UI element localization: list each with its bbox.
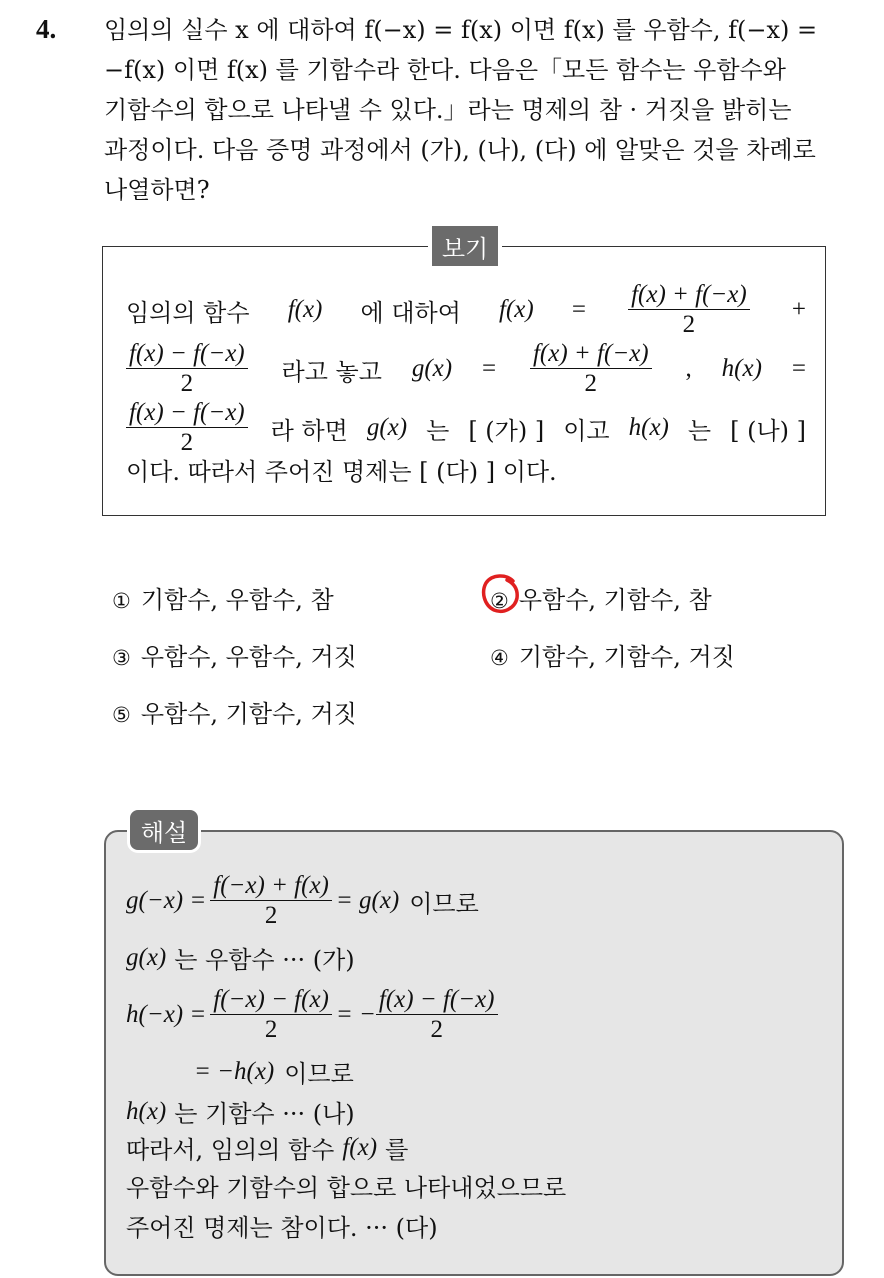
blank-ga: [ (가) ] <box>468 416 545 445</box>
choice-text: 기함수, 우함수, 참 <box>140 586 334 614</box>
math-expression: = g(x) <box>335 887 400 914</box>
choice-1[interactable] <box>112 580 334 615</box>
bogi-line-4 <box>126 452 806 487</box>
bogi-text: 임의의 함수 <box>126 298 250 327</box>
choice-number: ① <box>112 589 131 613</box>
fraction-denominator: 2 <box>430 1016 443 1043</box>
math-expression: h(−x) = <box>126 1001 207 1028</box>
choice-2[interactable] <box>490 580 712 615</box>
fraction <box>376 986 498 1044</box>
question-text <box>104 10 864 210</box>
explanation-text: 우함수와 기함수의 합으로 나타내었으므로 <box>126 1174 567 1202</box>
explanation-line-5 <box>126 1094 355 1129</box>
choice-5[interactable] <box>112 694 357 729</box>
bogi-line-1 <box>126 281 806 339</box>
bogi-text: 라고 놓고 <box>281 357 382 386</box>
comma: , <box>685 355 692 382</box>
math-expression: = − <box>335 1001 376 1028</box>
bogi-hx: h(x) <box>721 355 762 382</box>
fraction-numerator: f(x) + f(−x) <box>530 340 652 369</box>
bogi-hx: h(x) <box>628 414 669 441</box>
bogi-line-2 <box>126 340 806 398</box>
fraction-numerator: f(x) + f(−x) <box>628 281 750 310</box>
bogi-text: 라 하면 <box>270 416 348 445</box>
choice-number: ④ <box>490 646 509 670</box>
fraction-denominator: 2 <box>584 370 598 397</box>
blank-na: [ (나) ] <box>730 416 806 445</box>
bogi-text: 이다. 따라서 주어진 명제는 [ (다) ] 이다. <box>126 458 557 486</box>
bogi-gx: g(x) <box>411 355 453 382</box>
fraction <box>210 872 332 930</box>
question-line: 나열하면? <box>104 176 210 204</box>
choice-number: ③ <box>112 646 131 670</box>
bogi-label: 보기 <box>432 226 498 266</box>
fraction-numerator: f(x) − f(−x) <box>376 986 498 1015</box>
choice-text: 우함수, 기함수, 참 <box>518 586 712 614</box>
bogi-gx: g(x) <box>366 414 408 441</box>
fraction-denominator: 2 <box>682 311 696 338</box>
bogi-text: 는 <box>687 416 712 445</box>
choice-4[interactable] <box>490 637 735 672</box>
equals-sign: = <box>791 355 806 382</box>
question-line: 과정이다. 다음 증명 과정에서 (가), (나), (다) 에 알맞은 것을 차례로 <box>104 136 816 164</box>
equals-sign: = <box>481 355 497 382</box>
fraction <box>628 281 750 339</box>
explanation-line-8 <box>126 1208 438 1243</box>
explanation-label: 해설 <box>130 810 198 850</box>
explanation-text: 는 기함수 ··· (나) <box>174 1100 355 1128</box>
explanation-line-7 <box>126 1168 566 1203</box>
explanation-text: 이므로 <box>284 1060 354 1088</box>
math-expression: h(x) <box>126 1097 167 1125</box>
fraction-numerator: f(−x) − f(x) <box>210 986 332 1015</box>
fraction-denominator: 2 <box>264 1016 278 1043</box>
question-line: 임의의 실수 x 에 대하여 f(−x) = f(x) 이면 f(x) 를 우함수, f(−x) = <box>104 16 818 44</box>
bogi-text: 이고 <box>563 416 610 445</box>
choice-text: 기함수, 기함수, 거짓 <box>518 643 735 671</box>
plus-sign: + <box>791 296 806 323</box>
fraction <box>530 340 652 398</box>
equals-sign: = <box>571 296 586 323</box>
bogi-line-3 <box>126 399 806 457</box>
explanation-text: 이므로 <box>409 889 479 918</box>
math-expression: = −h(x) <box>194 1057 275 1085</box>
choice-3[interactable] <box>112 637 357 672</box>
choice-number: ② <box>490 589 509 613</box>
bogi-fx: f(x) <box>287 296 323 323</box>
explanation-line-2 <box>126 940 355 975</box>
choice-text: 우함수, 우함수, 거짓 <box>140 643 357 671</box>
fraction-numerator: f(x) − f(−x) <box>126 399 248 428</box>
fraction <box>126 340 248 398</box>
fraction-denominator: 2 <box>264 902 278 929</box>
choice-number: ⑤ <box>112 703 131 727</box>
explanation-text: 주어진 명제는 참이다. ··· (다) <box>126 1214 438 1242</box>
fraction-numerator: f(−x) + f(x) <box>210 872 332 901</box>
math-expression: g(−x) = <box>126 887 207 914</box>
question-line: −f(x) 이면 f(x) 를 기함수라 한다. 다음은「모든 함수는 우함수와 <box>104 56 786 84</box>
explanation-text: 따라서, 임의의 함수 <box>126 1136 335 1164</box>
fraction-denominator: 2 <box>180 370 194 397</box>
explanation-line-4 <box>194 1054 354 1089</box>
bogi-text: 는 <box>426 416 450 445</box>
fraction <box>126 399 248 457</box>
math-expression: g(x) <box>126 943 167 971</box>
bogi-text: 에 대하여 <box>360 298 461 327</box>
question-line: 기함수의 합으로 나타낼 수 있다.」라는 명제의 참 · 거짓을 밝히는 <box>104 96 792 124</box>
question-number: 4. <box>36 14 57 44</box>
explanation-line-3 <box>126 986 502 1044</box>
explanation-text: 는 우함수 ··· (가) <box>174 946 355 974</box>
math-expression: f(x) <box>342 1133 378 1161</box>
explanation-line-1 <box>126 872 479 930</box>
choice-text: 우함수, 기함수, 거짓 <box>140 700 357 728</box>
bogi-fx: f(x) <box>499 296 534 323</box>
fraction <box>210 986 332 1044</box>
explanation-text: 를 <box>385 1136 409 1164</box>
explanation-line-6 <box>126 1130 408 1165</box>
fraction-numerator: f(x) − f(−x) <box>126 340 248 369</box>
fraction-denominator: 2 <box>180 429 194 456</box>
